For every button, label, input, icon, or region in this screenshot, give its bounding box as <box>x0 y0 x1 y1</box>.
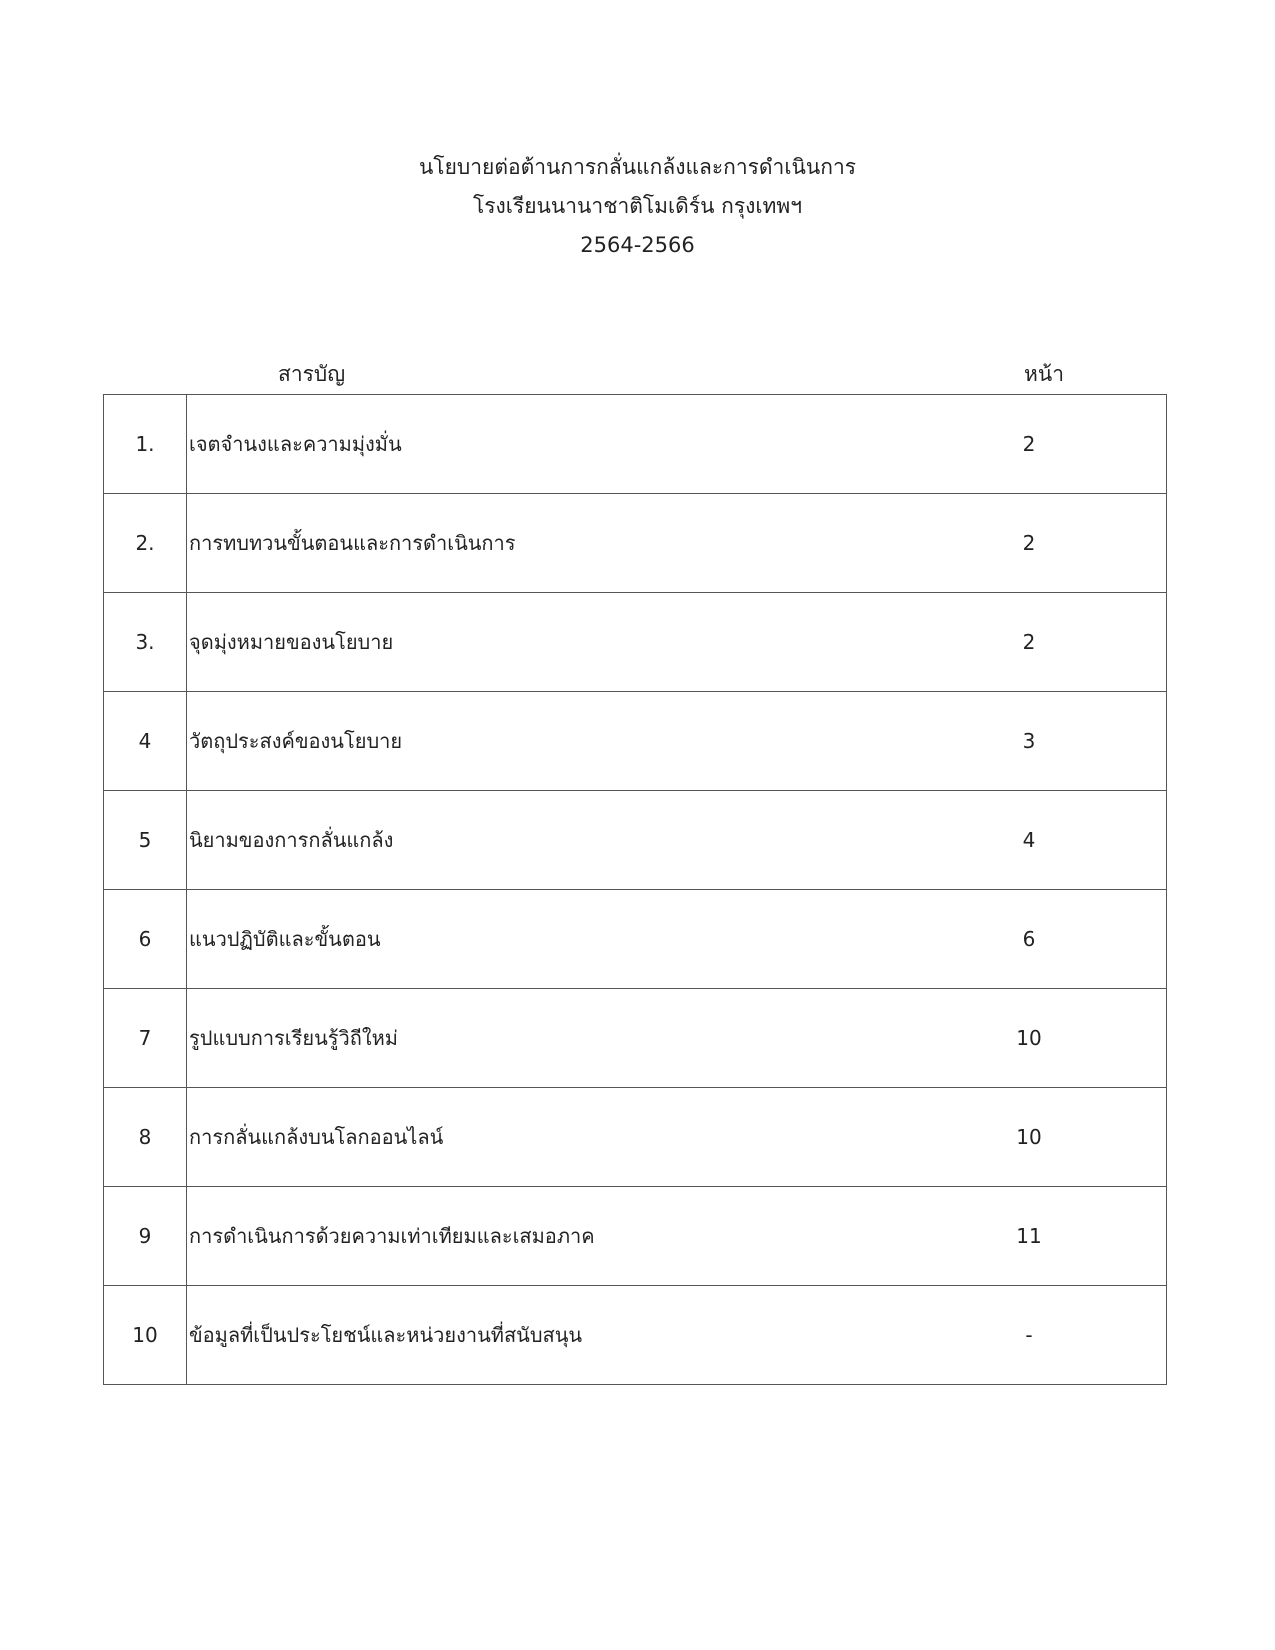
document-title <box>0 148 1275 265</box>
toc-row-page: 3 <box>892 692 1167 791</box>
title-line-policy: นโยบายต่อต้านการกลั่นแกล้งและการดำเนินการ <box>418 155 857 179</box>
toc-row-title: ข้อมูลที่เป็นประโยชน์และหน่วยงานที่สนับสนุน <box>187 1286 893 1385</box>
toc-row <box>104 1088 1167 1187</box>
toc-row-number: 1. <box>104 395 187 494</box>
toc-row-page: 10 <box>892 1088 1167 1187</box>
toc-row <box>104 890 1167 989</box>
toc-row-title: การดำเนินการด้วยความเท่าเทียมและเสมอภาค <box>187 1187 893 1286</box>
toc-row-title: รูปแบบการเรียนรู้วิถีใหม่ <box>187 989 893 1088</box>
toc-row <box>104 494 1167 593</box>
toc-row-number: 4 <box>104 692 187 791</box>
toc-row-number: 10 <box>104 1286 187 1385</box>
toc-row-number: 5 <box>104 791 187 890</box>
toc-row-page: 2 <box>892 494 1167 593</box>
toc-row <box>104 1286 1167 1385</box>
toc-row-title: จุดมุ่งหมายของนโยบาย <box>187 593 893 692</box>
toc-row-title: เจตจำนงและความมุ่งมั่น <box>187 395 893 494</box>
toc-row <box>104 1187 1167 1286</box>
toc-row-title: วัตถุประสงค์ของนโยบาย <box>187 692 893 791</box>
toc-row-title: แนวปฏิบัติและขั้นตอน <box>187 890 893 989</box>
toc-row-number: 3. <box>104 593 187 692</box>
toc-row-title: นิยามของการกลั่นแกล้ง <box>187 791 893 890</box>
toc-row-number: 9 <box>104 1187 187 1286</box>
toc-row-page: 10 <box>892 989 1167 1088</box>
toc-row-page: 11 <box>892 1187 1167 1286</box>
toc-row <box>104 989 1167 1088</box>
toc-body <box>104 395 1167 1385</box>
title-line-years: 2564-2566 <box>580 233 695 257</box>
toc-table <box>103 394 1167 1385</box>
toc-row <box>104 791 1167 890</box>
toc-row <box>104 692 1167 791</box>
toc-row-number: 2. <box>104 494 187 593</box>
toc-header-label: สารบัญ <box>278 362 346 386</box>
toc-row-page: - <box>892 1286 1167 1385</box>
toc-header-page: หน้า <box>1024 362 1064 386</box>
toc-row-number: 8 <box>104 1088 187 1187</box>
toc-row-page: 4 <box>892 791 1167 890</box>
toc-row <box>104 593 1167 692</box>
toc-row-title: การทบทวนขั้นตอนและการดำเนินการ <box>187 494 893 593</box>
title-line-school: โรงเรียนนานาชาติโมเดิร์น กรุงเทพฯ <box>472 194 803 218</box>
toc-row-number: 7 <box>104 989 187 1088</box>
toc-row <box>104 395 1167 494</box>
toc-row-title: การกลั่นแกล้งบนโลกออนไลน์ <box>187 1088 893 1187</box>
toc-row-number: 6 <box>104 890 187 989</box>
toc-row-page: 2 <box>892 395 1167 494</box>
toc-row-page: 2 <box>892 593 1167 692</box>
toc-row-page: 6 <box>892 890 1167 989</box>
